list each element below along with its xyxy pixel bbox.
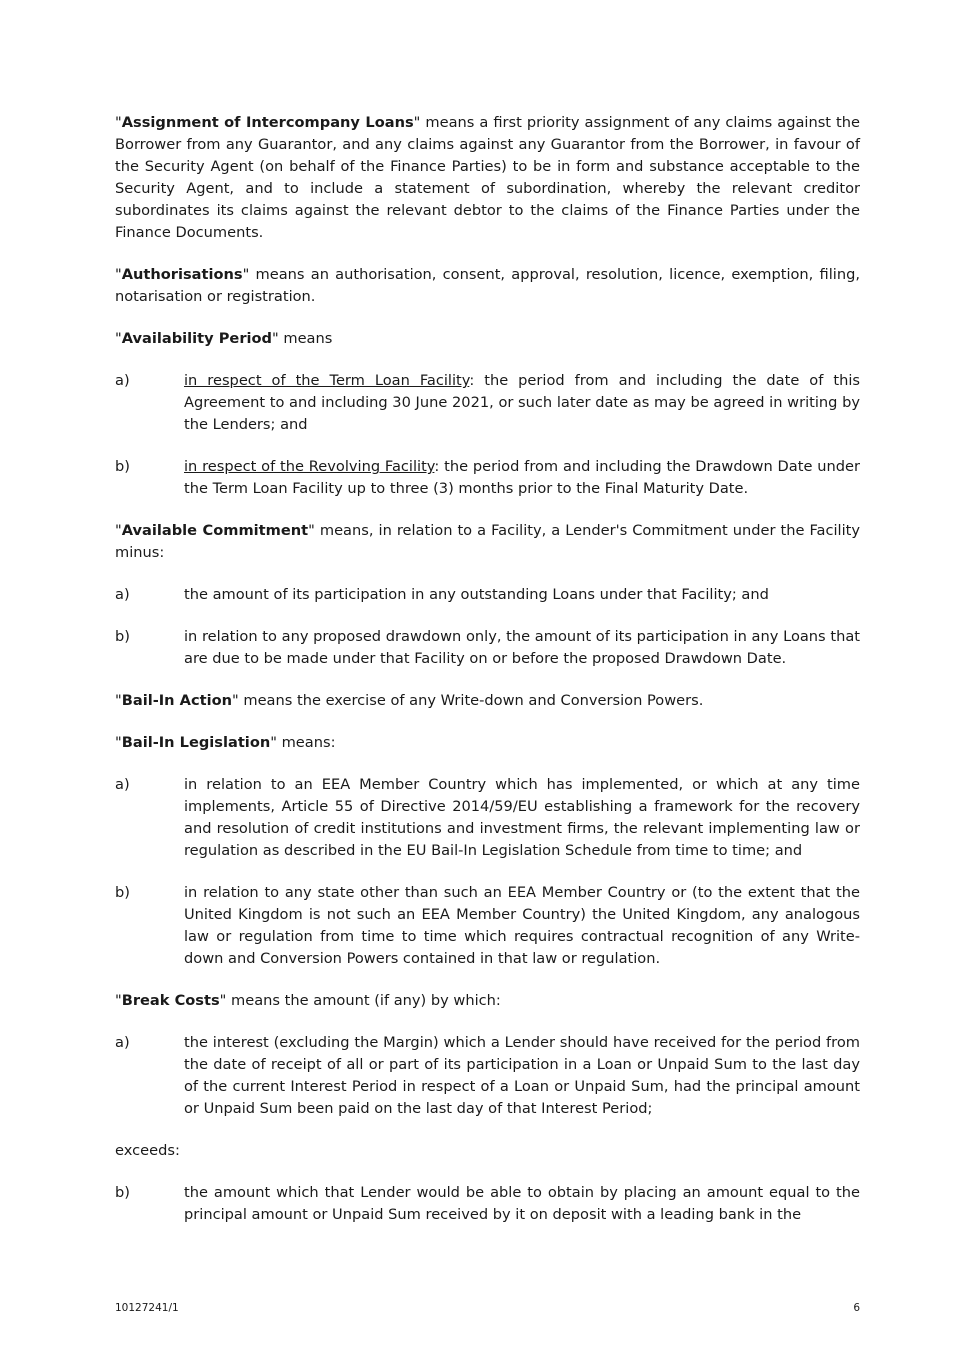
- definition-text: means: [278, 330, 333, 347]
- list-item-label: a): [115, 1034, 130, 1051]
- list-item: [115, 774, 860, 862]
- list-item-text: the interest (excluding the Margin) which a Lender should have received for the period from the date of receipt of all or part of its participation in a Loan or Unpaid Sum to the last day of the current Interest Period in respect of a Loan or Unpaid Sum, had the principal amount or Unpaid Sum been paid on the last day of that Interest Period;: [184, 1034, 860, 1117]
- definition-text: means:: [276, 734, 336, 751]
- list-item-label: a): [115, 586, 130, 603]
- list-item-label: b): [115, 884, 130, 901]
- list-item: [115, 456, 860, 500]
- definition-bail-in-action: "Bail-In Action" means the exercise of any Write-down and Conversion Powers.: [115, 692, 704, 709]
- list-item-text: in relation to any proposed drawdown only, the amount of its participation in any Loans that are due to be made under that Facility on or before the proposed Drawdown Date.: [184, 628, 860, 667]
- list-item-text: in relation to any state other than such an EEA Member Country or (to the extent that the United Kingdom is not such an EEA Member Country) the United Kingdom, any analogous law or regulation from time to time which requires contractual recognition of any Write-down and Conversion Powers contained in that law or regulation.: [184, 884, 860, 967]
- definition-text: means the amount (if any) by which:: [226, 992, 501, 1009]
- defined-term: Assignment of Intercompany Loans: [121, 114, 414, 131]
- list-item-label: b): [115, 458, 130, 475]
- document-body: [115, 112, 860, 1226]
- list-item-label: a): [115, 776, 130, 793]
- definition-text: means the exercise of any Write-down and Conversion Powers.: [238, 692, 704, 709]
- list-item-label: b): [115, 1184, 130, 1201]
- defined-term: Bail-In Action: [121, 692, 232, 709]
- definition-text: means an authorisation, consent, approval, resolution, licence, exemption, filing, notarisation or registration.: [115, 266, 860, 305]
- list-item-label: b): [115, 628, 130, 645]
- definition-availability-period: "Availability Period" means: [115, 330, 333, 347]
- list-item-text: in respect of the Revolving Facility: the period from and including the Drawdown Date under the Term Loan Facility up to three (3) months prior to the Final Maturity Date.: [184, 458, 860, 497]
- definition-authorisations: "Authorisations" means an authorisation, consent, approval, resolution, licence, exemption, filing, notarisation or registration.: [115, 266, 860, 305]
- page-number: 6: [853, 1302, 860, 1314]
- list-item: [115, 1032, 860, 1120]
- definition-text: means a first priority assignment of any claims against the Borrower from any Guarantor, and any claims against any Guarantor from the Borrower, in favour of the Security Agent (on behalf of the Finance Parties) to be in form and substance acceptable to the Security Agent, and to include a statement of subordination, whereby the relevant creditor subordinates its claims against the relevant debtor to the claims of the Finance Parties under the Finance Documents.: [115, 114, 860, 241]
- page-footer: [115, 1302, 860, 1314]
- list-item: [115, 370, 860, 436]
- document-reference: 10127241/1: [115, 1302, 179, 1314]
- defined-term: Authorisations: [121, 266, 243, 283]
- definition-assignment-of-intercompany-loans: "Assignment of Intercompany Loans" means a first priority assignment of any claims against the Borrower from any Guarantor, and any claims against any Guarantor from the Borrower, in favour of the Security Agent (on behalf of the Finance Parties) to be in form and substance acceptable to the Security Agent, and to include a statement of subordination, whereby the relevant creditor subordinates its claims against the relevant debtor to the claims of the Finance Parties under the Finance Documents.: [115, 114, 860, 241]
- list-item: [115, 882, 860, 970]
- list-item: [115, 626, 860, 670]
- list-item-text: the amount of its participation in any outstanding Loans under that Facility; and: [184, 586, 769, 603]
- list-item: [115, 1182, 860, 1226]
- definition-available-commitment: "Available Commitment" means, in relation to a Facility, a Lender's Commitment under the Facility minus:: [115, 522, 861, 561]
- underlined-lead: in respect of the Term Loan Facility: [184, 372, 470, 389]
- definition-break-costs: "Break Costs" means the amount (if any) by which:: [115, 992, 501, 1009]
- list-item-text: in relation to an EEA Member Country which has implemented, or which at any time implements, Article 55 of Directive 2014/59/EU establishing a framework for the recovery and resolution of credit institutions and investment firms, the relevant implementing law or regulation as described in the EU Bail-In Legislation Schedule from time to time; and: [184, 776, 860, 859]
- defined-term: Available Commitment: [121, 522, 309, 539]
- exceeds-text: exceeds:: [115, 1142, 180, 1159]
- definition-bail-in-legislation: "Bail-In Legislation" means:: [115, 734, 336, 751]
- list-item-label: a): [115, 372, 130, 389]
- list-item: [115, 584, 860, 606]
- underlined-lead: in respect of the Revolving Facility: [184, 458, 435, 475]
- defined-term: Bail-In Legislation: [121, 734, 271, 751]
- defined-term: Break Costs: [121, 992, 220, 1009]
- list-item-text: the amount which that Lender would be able to obtain by placing an amount equal to the principal amount or Unpaid Sum received by it on deposit with a leading bank in the: [184, 1184, 860, 1223]
- defined-term: Availability Period: [121, 330, 272, 347]
- definition-text: means, in relation to a Facility, a Lender's Commitment under the Facility minus:: [115, 522, 861, 561]
- list-item-text: in respect of the Term Loan Facility: the period from and including the date of this Agreement to and including 30 June 2021, or such later date as may be agreed in writing by the Lenders; and: [184, 372, 860, 433]
